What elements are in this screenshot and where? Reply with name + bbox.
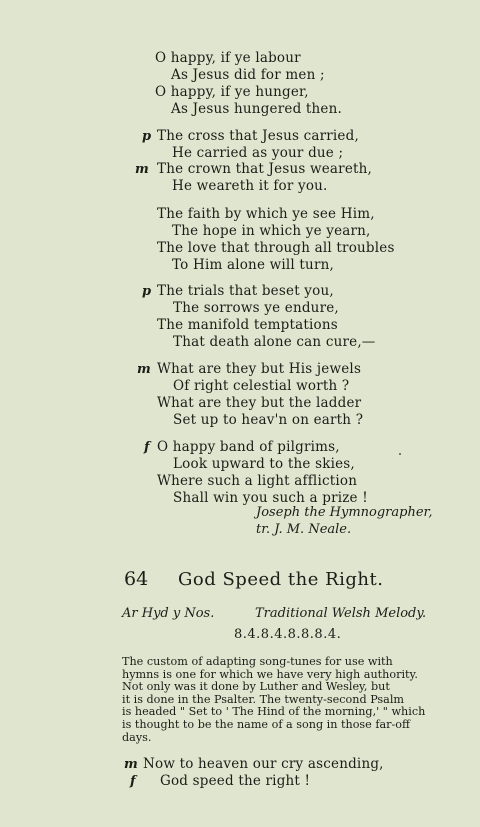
verse-line: The crown that Jesus weareth, xyxy=(157,161,373,177)
note-line: it is done in the Psalter. The twenty-second Psalm xyxy=(122,692,405,706)
printing-speck xyxy=(399,453,401,455)
translator-attribution: tr. J. M. Neale. xyxy=(256,522,352,537)
verse-line: He carried as your due ; xyxy=(172,145,344,161)
verse-line: To Him alone will turn, xyxy=(172,257,334,273)
verse-line: The hope in which ye yearn, xyxy=(172,223,371,239)
verse-line: He weareth it for you. xyxy=(172,178,328,194)
verse-line: The faith by which ye see Him, xyxy=(157,206,375,222)
verse-line: The manifold temptations xyxy=(157,317,338,333)
verse-line: God speed the right ! xyxy=(160,773,311,789)
verse-line: O happy band of pilgrims, xyxy=(157,439,340,455)
note-line: Not only was it done by Luther and Wesley, but xyxy=(122,680,390,694)
dynamic-mark: f xyxy=(130,774,136,789)
dynamic-mark: m xyxy=(135,162,149,177)
verse-line: Now to heaven our cry ascending, xyxy=(143,756,384,772)
verse-line: That death alone can cure,— xyxy=(173,334,376,350)
dynamic-mark: p xyxy=(142,129,152,144)
hymn-number: 64 xyxy=(124,568,149,590)
verse-line: What are they but His jewels xyxy=(157,361,362,377)
verse-line: What are they but the ladder xyxy=(157,395,362,411)
dynamic-mark: p xyxy=(142,284,152,299)
author-attribution: Joseph the Hymnographer, xyxy=(256,505,433,520)
tune-name: Ar Hyd y Nos. xyxy=(122,606,215,621)
verse-line: Set up to heav'n on earth ? xyxy=(173,412,364,428)
verse-line: As Jesus hungered then. xyxy=(171,101,342,117)
verse-line: The love that through all troubles xyxy=(157,240,395,256)
verse-line: O happy, if ye labour xyxy=(155,50,301,66)
verse-line: The sorrows ye endure, xyxy=(173,300,339,316)
tune-source: Traditional Welsh Melody. xyxy=(255,606,427,621)
meter: 8.4.8.4.8.8.8.4. xyxy=(234,627,342,642)
verse-line: Of right celestial worth ? xyxy=(173,378,350,394)
dynamic-mark: m xyxy=(124,757,138,772)
verse-line: Where such a light affliction xyxy=(157,473,358,489)
hymn-title: God Speed the Right. xyxy=(178,569,384,590)
note-line: hymns is one for which we have very high authority. xyxy=(122,667,418,681)
note-line: days. xyxy=(122,730,152,744)
verse-line: As Jesus did for men ; xyxy=(171,67,325,83)
hymn-note xyxy=(122,656,444,744)
verse-line: The trials that beset you, xyxy=(157,283,334,299)
verse-line: O happy, if ye hunger, xyxy=(155,84,309,100)
note-line: is thought to be the name of a song in those far-off xyxy=(122,717,410,731)
verse-line: Shall win you such a prize ! xyxy=(173,490,368,506)
dynamic-mark: m xyxy=(137,362,151,377)
verse-line: Look upward to the skies, xyxy=(173,456,355,472)
dynamic-mark: f xyxy=(144,440,150,455)
verse-line: The cross that Jesus carried, xyxy=(157,128,359,144)
note-line: The custom of adapting song-tunes for use with xyxy=(122,655,393,668)
note-line: is headed " Set to ' The Hind of the morning,' " which xyxy=(122,705,426,719)
